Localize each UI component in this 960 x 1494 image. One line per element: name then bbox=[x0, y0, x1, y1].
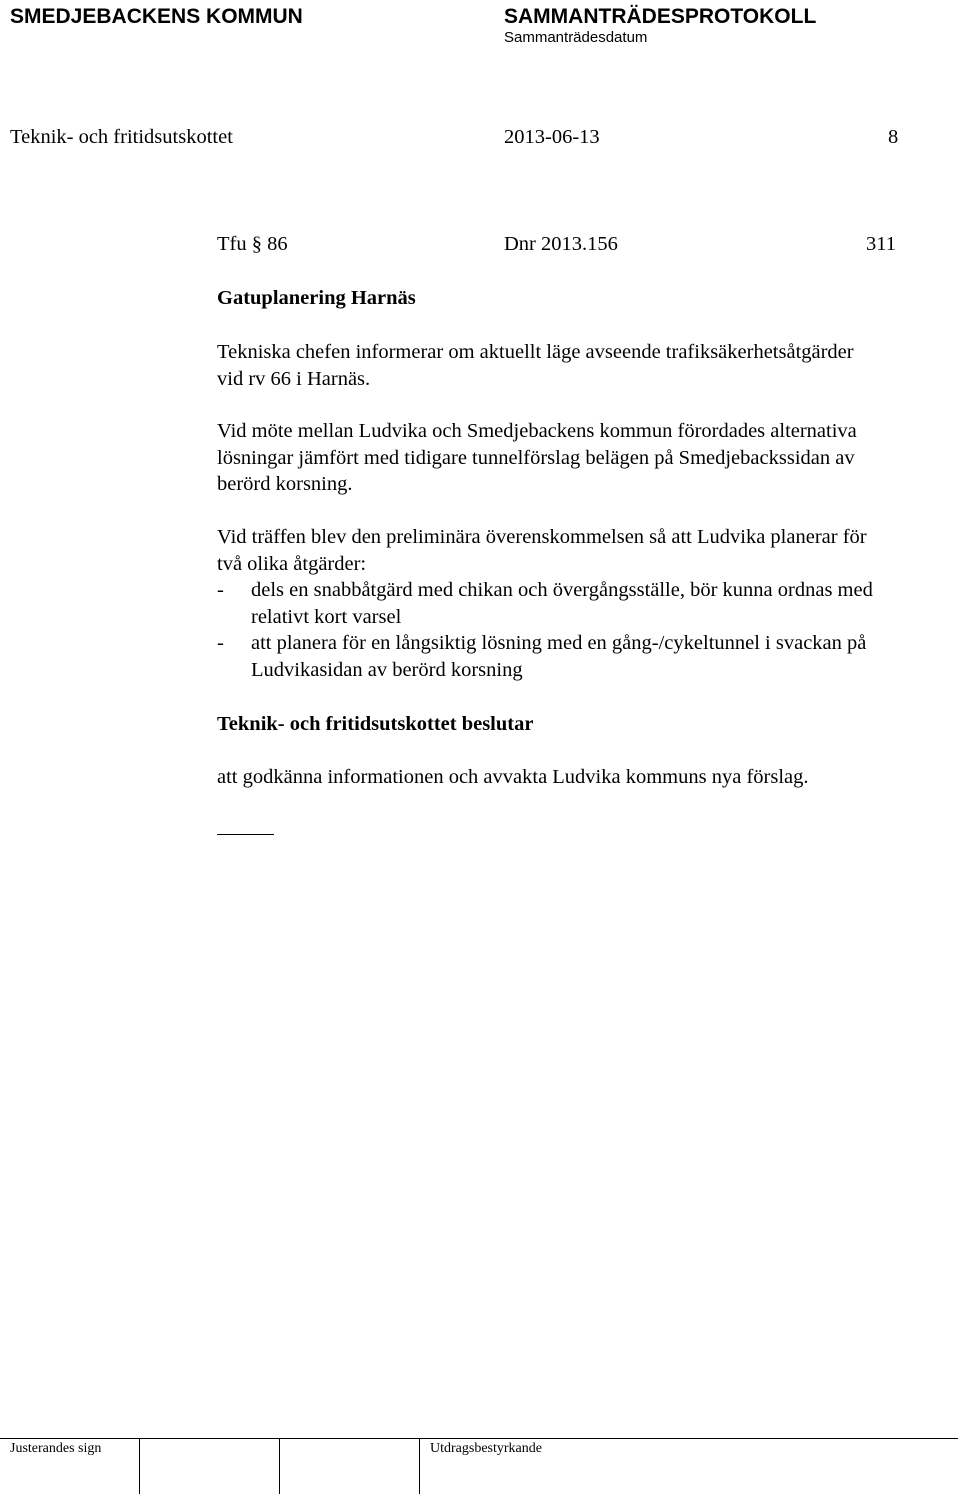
bullet-line: dels en snabbåtgärd med chikan och övergångsställe, bör kunna ordnas med bbox=[251, 579, 873, 601]
footer-cell-divider bbox=[419, 1438, 420, 1494]
utdragsbestyrkande-label: Utdragsbestyrkande bbox=[430, 1441, 542, 1456]
paragraph-line: berörd korsning. bbox=[217, 473, 353, 495]
end-divider bbox=[217, 834, 274, 835]
paragraph-line: Vid möte mellan Ludvika och Smedjebackens kommun förordades alternativa bbox=[217, 420, 857, 442]
paragraph-line: lösningar jämfört med tidigare tunnelförslag belägen på Smedjebackssidan av bbox=[217, 446, 855, 469]
footer-cell-divider bbox=[279, 1438, 280, 1494]
paragraph-reference: Tfu § 86 bbox=[217, 233, 288, 255]
decision-text: att godkänna informationen och avvakta Ludvika kommuns nya förslag. bbox=[217, 766, 809, 788]
footer-cell-divider bbox=[139, 1438, 140, 1494]
item-title: Gatuplanering Harnäs bbox=[217, 287, 416, 309]
paragraph-line: två olika åtgärder: bbox=[217, 552, 367, 575]
paragraph-1 bbox=[217, 339, 957, 392]
bullet-line: relativt kort varsel bbox=[251, 605, 402, 628]
paragraph-3 bbox=[217, 524, 957, 683]
bullet-dash: - bbox=[217, 579, 224, 601]
paragraph-line: Vid träffen blev den preliminära överenskommelsen så att Ludvika planerar för bbox=[217, 526, 867, 548]
committee-name: Teknik- och fritidsutskottet bbox=[10, 126, 233, 148]
bullet-item bbox=[217, 577, 957, 630]
paragraph-line: vid rv 66 i Harnäs. bbox=[217, 367, 371, 390]
bullet-dash: - bbox=[217, 632, 224, 654]
organisation-name: SMEDJEBACKENS KOMMUN bbox=[10, 5, 303, 28]
signature-footer bbox=[0, 1438, 960, 1494]
paragraph-line: Tekniska chefen informerar om aktuellt läge avseende trafiksäkerhetsåtgärder bbox=[217, 341, 854, 363]
decision-heading: Teknik- och fritidsutskottet beslutar bbox=[217, 713, 534, 735]
bullet-line: att planera för en långsiktig lösning med en gång-/cykeltunnel i svackan på bbox=[251, 632, 867, 654]
item-code: 311 bbox=[866, 233, 896, 255]
paragraph-2 bbox=[217, 418, 957, 498]
meeting-date: 2013-06-13 bbox=[504, 126, 600, 148]
bullet-line: Ludvikasidan av berörd korsning bbox=[251, 658, 523, 681]
page-number: 8 bbox=[888, 126, 899, 148]
date-label: Sammanträdesdatum bbox=[504, 29, 648, 46]
bullet-item bbox=[217, 630, 957, 683]
footer-top-border bbox=[0, 1438, 958, 1439]
diary-number: Dnr 2013.156 bbox=[504, 233, 618, 255]
justerandes-sign-label: Justerandes sign bbox=[10, 1441, 102, 1456]
document-type: SAMMANTRÄDESPROTOKOLL bbox=[504, 5, 817, 28]
